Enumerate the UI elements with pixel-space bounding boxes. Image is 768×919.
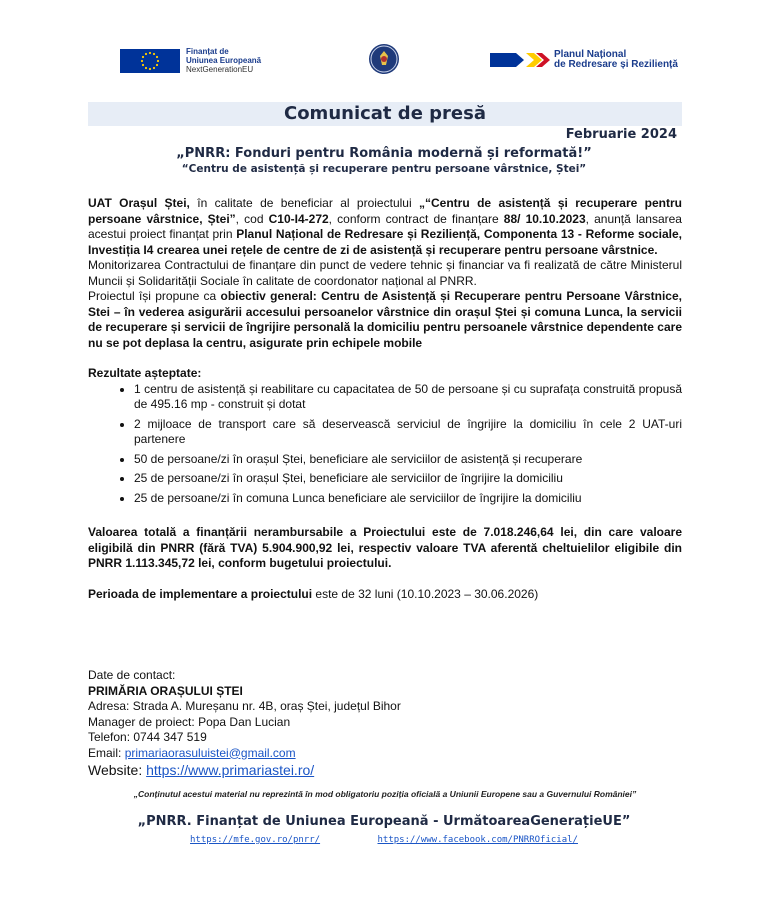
pnrr-logo xyxy=(490,50,678,70)
period-text: este de 32 luni (10.10.2023 – 30.06.2026) xyxy=(312,586,539,601)
value-paragraph xyxy=(88,525,682,572)
intro-bold-4: 88/ 10.10.2023 xyxy=(503,211,586,226)
intro-bold-5: Planul Național de Redresare și Reziliență, Componenta 13 - Reforme sociale, Investiția I4 crearea unei rețele de centre de zi de asistență și recuperare pentru persoane vârstnice. xyxy=(88,227,682,257)
objective-paragraph xyxy=(88,289,682,351)
pnrr-logo-line2: de Redresare și Reziliență xyxy=(554,59,678,70)
list-item: • 25 de persoane/zi în orașul Ștei, beneficiare ale serviciilor de îngrijire la domiciliu xyxy=(134,471,682,487)
list-item: • 1 centru de asistență și reabilitare cu capacitatea de 50 de persoane și cu suprafața construită propusă de 495.16 mp - construit și dotat xyxy=(134,382,682,413)
footer-link-facebook[interactable]: https://www.facebook.com/PNRROficial/ xyxy=(377,835,578,845)
eu-logo xyxy=(120,47,261,74)
contact-phone: Telefon: 0744 347 519 xyxy=(88,730,207,744)
contact-website-link[interactable]: https://www.primariastei.ro/ xyxy=(146,762,315,778)
intro-bold-1: UAT Orașul Ștei, xyxy=(88,196,190,210)
headline: „PNRR: Fonduri pentru România modernă și reformată!” xyxy=(176,146,592,161)
intro-bold-2: „“Centru de asistență și recuperare pentru persoane vârstnice, Ștei” xyxy=(88,196,682,226)
press-release-banner: Comunicat de presă xyxy=(88,102,682,126)
government-crest-icon xyxy=(369,44,399,74)
release-date: Februarie 2024 xyxy=(565,127,677,142)
list-item: • 2 mijloace de transport care să deservească serviciul de îngrijire la domiciliu în cele 2 UAT-uri partenere xyxy=(134,417,682,448)
document-body xyxy=(88,196,682,602)
footer-title: „PNRR. Finanțat de Uniunea Europeană - UrmătoareaGenerațieUE” xyxy=(137,814,631,829)
sub-headline: “Centru de asistență și recuperare pentru persoane vârstnice, Ștei” xyxy=(181,163,587,175)
contact-address: Adresa: Strada A. Mureșanu nr. 4B, oraș Ștei, județul Bihor xyxy=(88,699,401,713)
contact-block xyxy=(88,668,682,779)
footer-link-mfe[interactable]: https://mfe.gov.ro/pnrr/ xyxy=(190,835,321,845)
contact-org-text: PRIMĂRIA ORAȘULUI ȘTEI xyxy=(88,683,243,698)
results-list xyxy=(88,382,682,507)
list-item: • 50 de persoane/zi în orașul Ștei, beneficiare ale serviciilor de asistență și recuperare xyxy=(134,452,682,468)
contact-email-label: Email: xyxy=(88,745,125,760)
eu-logo-line2: Uniunea Europeană xyxy=(186,56,262,65)
intro-bold-3: C10-I4-272 xyxy=(268,211,329,226)
eu-logo-text xyxy=(186,47,261,74)
results-heading xyxy=(88,366,682,382)
contact-label: Date de contact: xyxy=(88,668,176,682)
objective-bold: obiectiv general: Centru de Asistență și Recuperare pentru Persoane Vârstnice, Stei – în vederea asigurării accesului persoanelor vârstnice din orașul Ștei și comuna Lunca, la servicii de recuperare și servicii de îngrijire personală la domiciliu pentru persoanele vârstnice dependente care nu se pot deplasa la centru, asigurate prin echipele mobile xyxy=(88,289,682,350)
results-heading-text: Rezultate așteptate: xyxy=(88,366,202,380)
intro-text-2: , cod xyxy=(235,211,269,226)
monitoring-paragraph: Monitorizarea Contractului de finanțare din punct de vedere tehnic și financiar va fi realizată de către Ministerul Muncii și Solidarității Sociale în calitate de coordonator național al PNRR. xyxy=(88,258,682,288)
contact-website-line xyxy=(88,761,682,779)
eu-logo-line3: NextGenerationEU xyxy=(186,65,254,74)
pnrr-mark-icon xyxy=(490,51,550,69)
contact-org xyxy=(88,684,682,700)
logo-strip xyxy=(0,44,768,74)
value-text: Valoarea totală a finanțării nerambursabile a Proiectului este de 7.018.246,64 lei, din care valoare eligibilă din PNRR (fără TVA) 5.904.900,92 lei, respectiv valoare TVA aferentă cheltuielilor eligibile din PNRR 1.113.345,72 lei, conform bugetului proiectului. xyxy=(88,525,682,570)
contact-email-link[interactable]: primariaorasuluistei@gmail.com xyxy=(124,745,296,760)
intro-text-3: , conform contract de finanțare xyxy=(328,211,504,226)
contact-email-line xyxy=(88,746,682,762)
footer-links xyxy=(0,835,768,845)
objective-text: Proiectul își propune ca xyxy=(88,289,221,303)
eu-flag-icon xyxy=(120,49,180,73)
intro-text-1: în calitate de beneficiar al proiectului xyxy=(189,196,420,210)
period-bold: Perioada de implementare a proiectului xyxy=(88,586,313,601)
pnrr-logo-text xyxy=(554,50,678,70)
list-item: • 25 de persoane/zi în comuna Lunca beneficiare ale serviciilor de îngrijire la domiciliu xyxy=(134,491,682,507)
period-paragraph xyxy=(88,587,682,603)
intro-paragraph xyxy=(88,196,682,258)
pnrr-logo-line1: Planul Național xyxy=(554,49,627,60)
eu-logo-line1: Finanțat de xyxy=(186,47,229,56)
contact-website-label: Website: xyxy=(88,762,147,778)
contact-manager: Manager de proiect: Popa Dan Lucian xyxy=(88,714,291,729)
disclaimer: „Conținutul acestui material nu reprezintă în mod obligatoriu poziția oficială a Uniunii Europene sau a Guvernului României” xyxy=(133,789,637,799)
intro-text-4: , anunță lansarea acestui proiect finanțat prin xyxy=(88,211,682,241)
